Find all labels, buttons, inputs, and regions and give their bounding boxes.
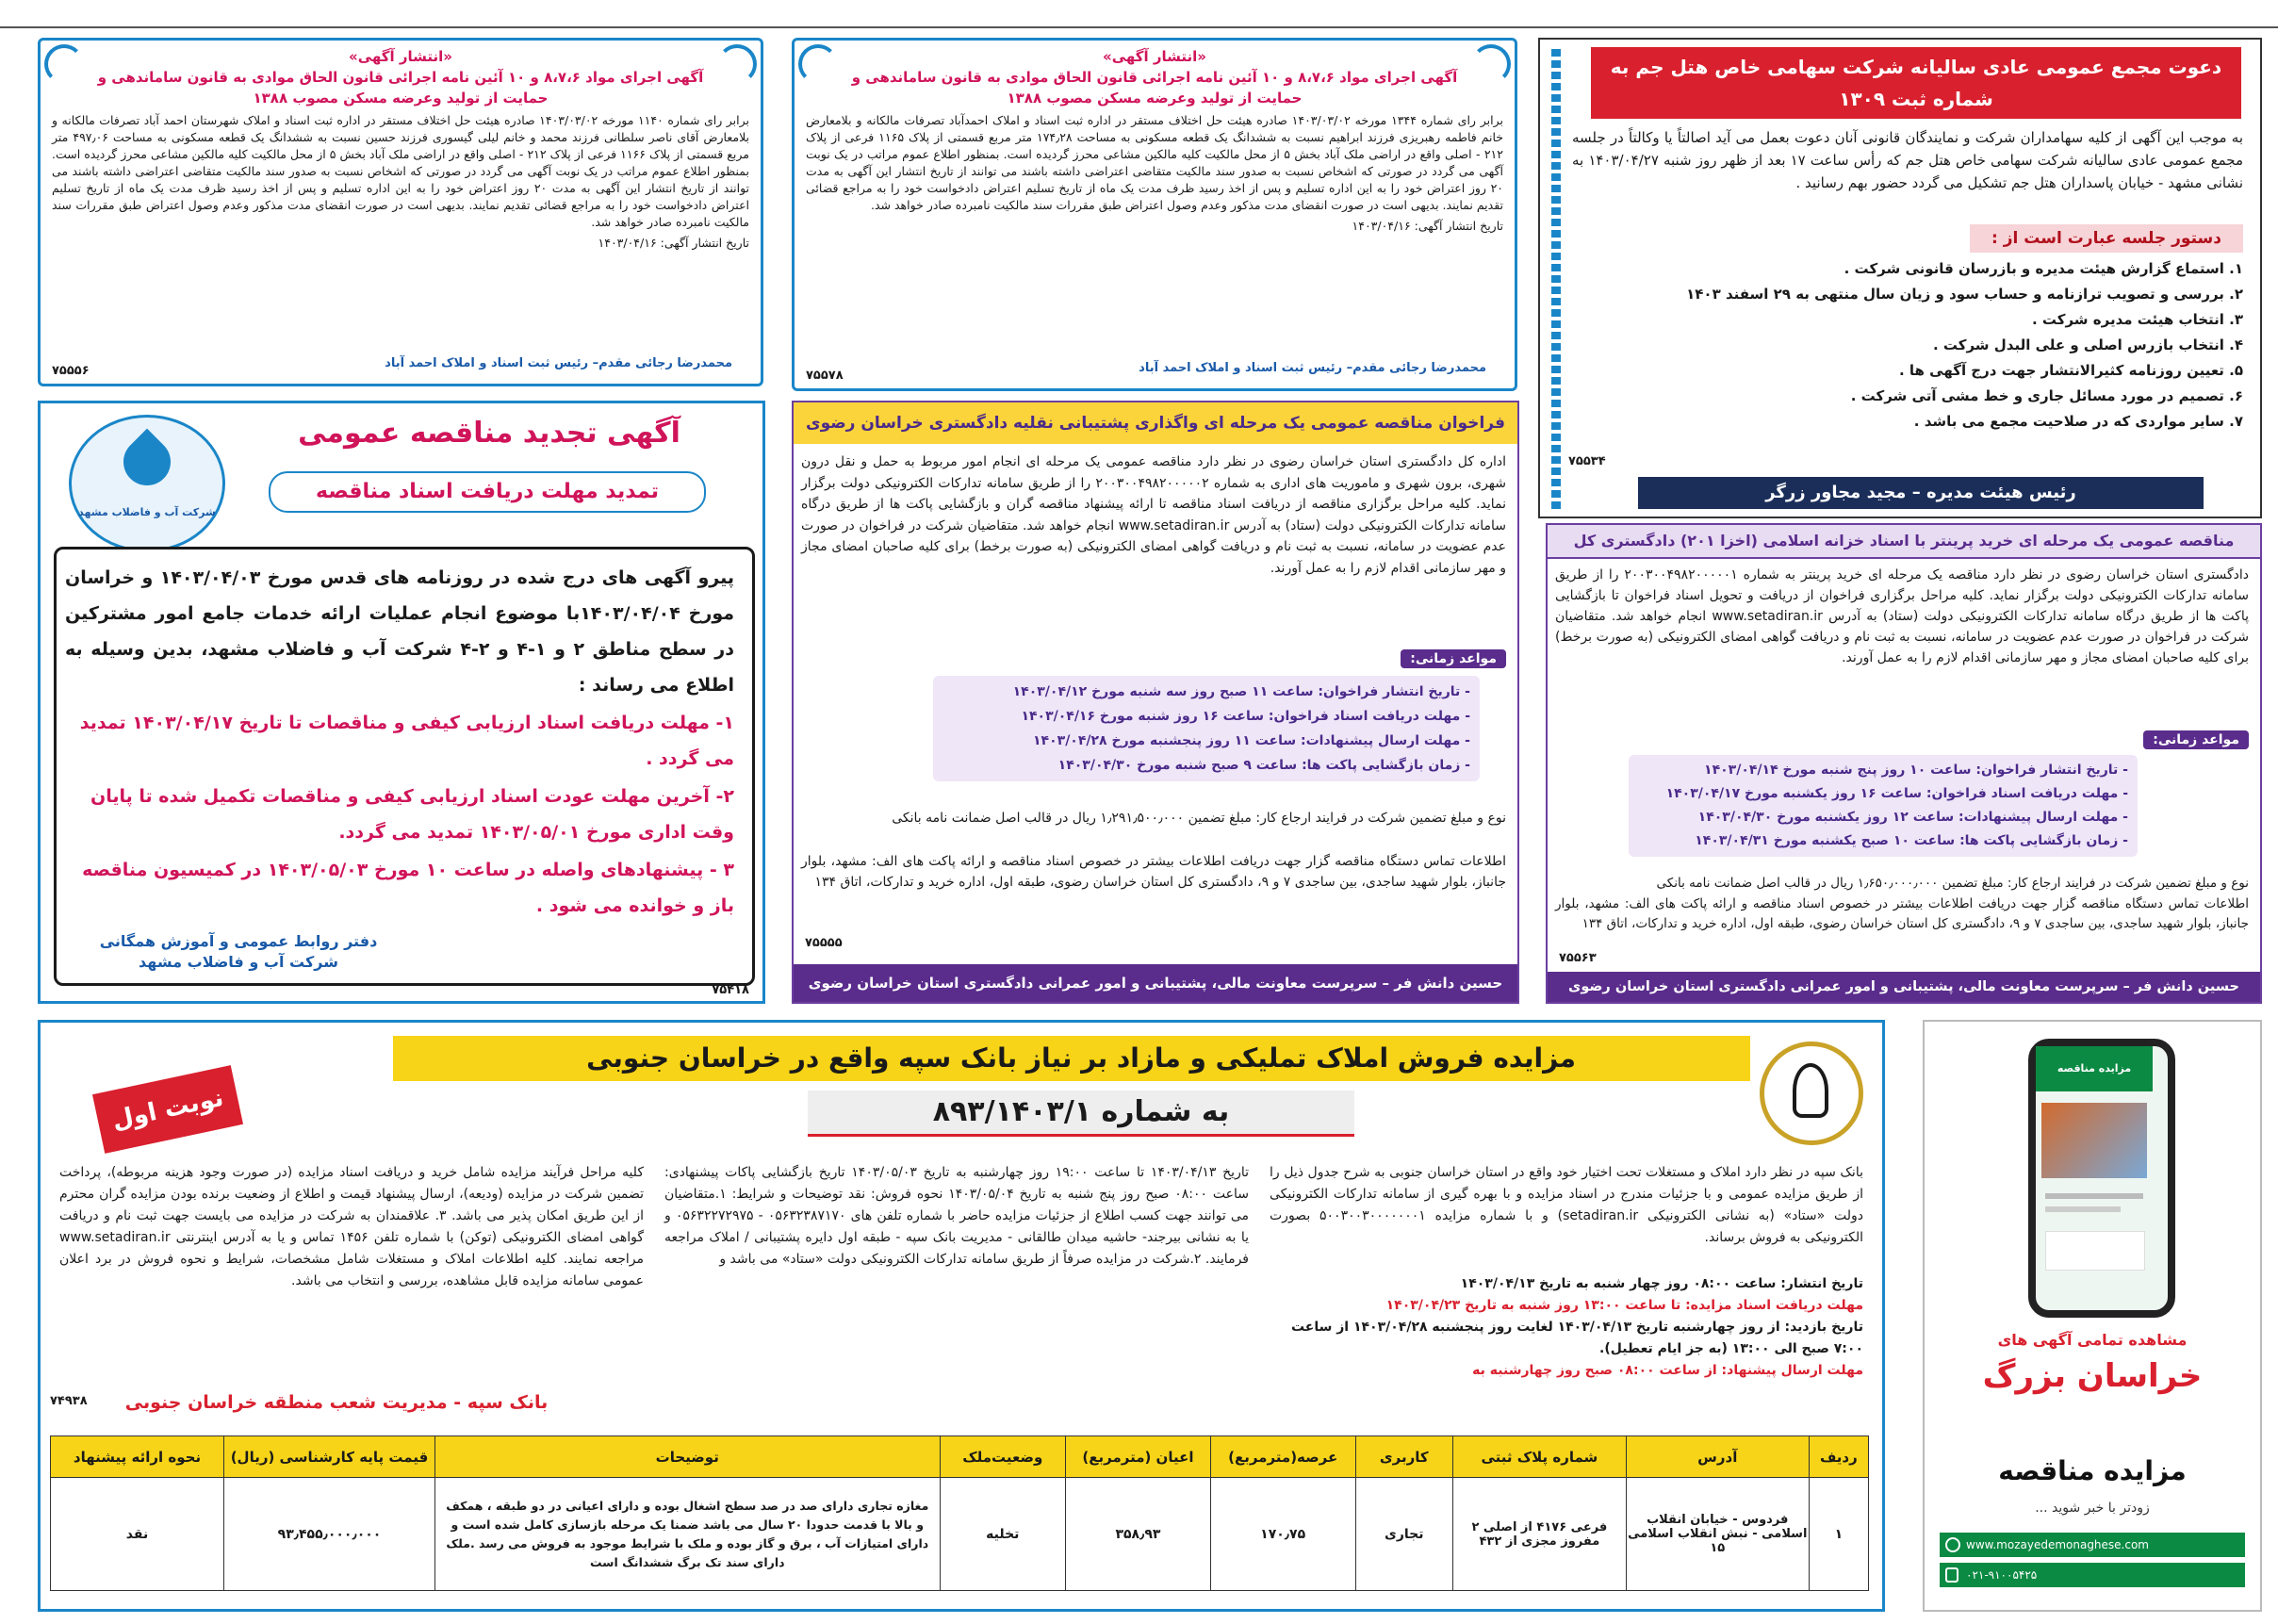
table-cell: ۱ — [1809, 1478, 1868, 1591]
auction-number: به شماره ۸۹۳/۱۴۰۳/۱ — [808, 1091, 1354, 1137]
date-item: تاریخ انتشار: ساعت ۰۸:۰۰ روز چهار شنبه به تاریخ ۱۴۰۳/۰۴/۱۳ — [1460, 1276, 1863, 1291]
signature-line: شرکت آب و فاضلاب مشهد — [139, 953, 338, 971]
water-tender-title: آگهی تجدید مناقصه عمومی — [298, 417, 680, 450]
transport-tender-guarantee: نوع و مبلغ تضمین شرکت در فرایند ارجاع کار: مبلغ تضمین ۱٫۲۹۱٫۵۰۰٫۰۰۰ ریال در قالب اصل ضمانت نامه بانکی — [892, 811, 1506, 826]
ad-code: ۷۵۵۶۳ — [1559, 951, 1597, 965]
bank-sepah-auction — [38, 1020, 1885, 1612]
emblem-icon — [1793, 1063, 1828, 1118]
auction-title: مزایده فروش املاک تملیکی و مازاد بر نیاز بانک سپه واقع در خراسان جنوبی — [586, 1042, 1576, 1074]
auction-procedure: کلیه مراحل فرآیند مزایده شامل خرید و دریافت اسناد مزایده (در صورت وجود هزینه مربوطه)، پرداخت تضمین شرکت در مزایده (ودیعه)، ارسال پیشنهاد قیمت و اطلاع از وضعیت برنده بودن مزایده گران محترم از این طریق امکان پذیر می باشد. ۳. علاقمندان به شرکت در مزایده می بایست جهت ثبت نام و دریافت گواهی امضای الکترونیکی (توکن) با شماره تلفن ۱۴۵۶ تماس و یا به آدرس اینترنتی www.setadiran.ir مراجعه نمایند. کلیه اطلاعات املاک و مستغلات شامل مشخصات، شرایط و نحوه فروش در برد اعلان عمومی سامانه مزایده قابل مشاهده، بررسی و انتخاب می باشد. — [59, 1165, 645, 1288]
ad-code: ۷۴۹۳۸ — [50, 1394, 88, 1408]
date-item: - تاریخ انتشار فراخوان: ساعت ۱۱ صبح روز سه شنبه مورخ ۱۴۰۳/۰۴/۱۲ — [1012, 684, 1470, 699]
transport-tender-body: اداره کل دادگستری استان خراسان رضوی در نظر دارد مناقصه عمومی یک مرحله ای انجام امور مربوط به حمل و نقل درون شهری، برون شهری و ماموریت های اداری به شماره ۲۰۰۳۰۰۴۹۸۲۰۰۰۰۰۲ را از طریق سامانه تدارکات الکترونیکی دولت برگزار نماید. کلیه مراحل برگزاری مناقصه از دریافت اسناد مناقصه تا ارائه پیشنهاد مناقصه گران و بازگشایی پاکت ها از طریق درگاه سامانه تدارکات الکترونیکی دولت (ستاد) به آدرس www.setadiran.ir انجام خواهد شد. متقاضیان شرکت در فراخوان در صورت عدم عضویت در سامانه، نسبت به ثبت نام و دریافت گواهی امضای الکترونیکی (به صورت برخط) برای کلیه صاحبان امضای مجاز و مهر سازمانی اقدام لازم را به عمل آورند. — [801, 454, 1506, 576]
phone-screen-line — [2045, 1206, 2121, 1212]
auction-signature: بانک سپه - مدیریت شعب منطقه خراسان جنوبی — [124, 1392, 549, 1413]
phone-screen-image — [2041, 1103, 2147, 1178]
printer-tender-dates — [1629, 755, 2138, 857]
transport-tender-title: فراخوان مناقصه عمومی یک مرحله ای واگذاری پشتیبانی نقلیه دادگستری خراسان رضوی — [794, 402, 1517, 444]
brand-slogan: زودتر با خبر شوید ... — [2035, 1501, 2150, 1516]
dates-title: مواعد زمانی: — [1401, 649, 1506, 668]
auction-dates — [1270, 1273, 1863, 1382]
invitation-body: به موجب این آگهی از کلیه سهامداران شرکت و نمایندگان قانونی آنان دعوت بعمل می آید اصالتاً یا وکالتاً در جلسه مجمع عمومی عادی سالیانه شرکت سهامی خاص هتل جم که رأس ساعت ۱۷ بعد از ظهر روز شنبه ۱۴۰۳/۰۴/۲۷ به نشانی مشهد - خیابان پاسداران هتل جم تشکیل می گردد حضور بهم رسانید . — [1572, 129, 2243, 191]
notice-body: برابر رای شماره ۱۱۴۰ مورخه ۱۴۰۳/۰۳/۰۲ صادره هیئت حل اختلاف مستقر در اداره ثبت اسناد و املاک شهرستان احمد آباد تصرفات مالکانه و بلامعارض آقای ناصر سلطانی فرزند محمد و خانم لیلی گیسوری فرزند حسین نسبت به ششدانگ یک قطعه مسکونی به مساحت ۴۹۷٫۰۶ متر مربع قسمتی از پلاک ۱۱۶۶ فرعی از پلاک ۲۱۲ - اصلی واقع در اراضی ملک آباد بخش ۵ از محل مالکیت کلیه مالکین مشاعی محرز گردیده است. بمنظور اطلاع عموم مراتب در یک نوبت آگهی می گردد در صورتی که اشخاص نسبت به صدور سند مالکیت متقاضی اعتراضی داشته باشند می توانند از تاریخ انتشار این آگهی به مدت ۲۰ روز اعتراض خود را به این اداره تسلیم و پس از اخذ رسید ظرف مدت یک ماه از تاریخ تسلیم اعتراض دادخواست خود را به مراجع قضائی تقدیم نمایند. بدیهی است در صورت انقضای مدت مذکور وعدم وصول اعتراض طبق مقررات سند مالکیت نامبرده صادر خواهد شد. — [52, 113, 750, 229]
agenda-item: ۷. سایر مواردی که در صلاحیت مجمع می باشد . — [1913, 413, 2243, 430]
ad-code: ۷۵۵۵۶ — [52, 364, 90, 378]
table-cell: فرعی ۴۱۷۶ از اصلی ۲ مفروز مجزی از ۴۳۲ — [1452, 1478, 1626, 1591]
notice-property-2 — [38, 38, 763, 386]
phone-icon — [1945, 1567, 1958, 1583]
table-header-cell: توضیحات — [435, 1436, 940, 1478]
notice-tag: «انتشار آگهی» — [1103, 48, 1206, 65]
promo-caption-1: مشاهده تمامی آگهی های — [1997, 1331, 2188, 1349]
decorative-swirl-icon — [798, 44, 838, 84]
table-cell: تخلیه — [940, 1478, 1066, 1591]
dates-title: مواعد زمانی: — [2143, 730, 2249, 749]
date-item: - تاریخ انتشار فراخوان: ساعت ۱۰ روز پنج شنبه مورخ ۱۴۰۳/۰۴/۱۴ — [1704, 763, 2128, 778]
date-item: - زمان بازگشایی پاکت ها: ساعت ۹ صبح شنبه مورخ ۱۴۰۳/۰۴/۳۰ — [1057, 758, 1470, 773]
notice-title: آگهی اجرای مواد ۸،۷،۶ و ۱۰ آئین نامه اجرائی قانون الحاق موادی به قانون ساماندهی و حمایت از تولید وعرضه مسکن مصوب ۱۳۸۸ — [851, 69, 1458, 107]
ad-code: ۷۵۴۱۸ — [712, 983, 749, 997]
agenda-title: دستور جلسه عبارت است از : — [1970, 224, 2243, 253]
notice-signature: محمدرضا رجائی مقدم– رئیس ثبت اسناد و املاک احمد آباد — [385, 356, 732, 370]
printer-tender-signature: حسین دانش فر – سرپرست معاونت مالی، پشتیبانی و امور عمرانی دادگستری استان خراسان رضوی — [1548, 972, 2260, 1002]
table-header-cell: آدرس — [1626, 1436, 1809, 1478]
date-item: - مهلت ارسال پیشنهادات: ساعت ۱۱ روز پنجشنبه مورخ ۱۴۰۳/۰۴/۲۸ — [1033, 733, 1470, 748]
notice-property-1 — [792, 38, 1517, 391]
agenda-item: ۴. انتخاب بازرس اصلی و علی البدل شرکت . — [1932, 336, 2243, 353]
printer-tender-contact: اطلاعات تماس دستگاه مناقصه گزار جهت دریافت اطلاعات بیشتر در خصوص اسناد مناقصه و ارائه پاکت های الف: مشهد، بلوار جانباز، بلوار شهید ساجدی، بین ساجدی ۷ و ۹، دادگستری کل استان خراسان رضوی، طبقه اول، اداره خرید و تدارکات، اتاق ۱۳۴ — [1555, 896, 2249, 931]
notice-tag: «انتشار آگهی» — [349, 48, 452, 65]
table-cell: ۳۵۸٫۹۳ — [1066, 1478, 1211, 1591]
auction-table — [50, 1435, 1869, 1591]
date-item: - مهلت دریافت اسناد فراخوان: ساعت ۱۶ روز یکشنبه مورخ ۱۴۰۳/۰۴/۱۷ — [1665, 786, 2128, 801]
water-tender-item: ۳ - پیشنهادهای واصله در ساعت ۱۰ مورخ ۱۴۰۳/۰۵/۰۳ در کمیسیون مناقصه باز و خوانده می شود . — [82, 860, 734, 916]
invitation-title: دعوت مجمع عمومی عادی سالیانه شرکت سهامی خاص هتل جم به شماره ثبت ۱۳۰۹ — [1591, 47, 2241, 119]
phone-screen-line — [2045, 1193, 2143, 1199]
date-item: - زمان بازگشایی پاکت ها: ساعت ۱۰ صبح یکشنبه مورخ ۱۴۰۳/۰۴/۳۱ — [1695, 833, 2128, 848]
water-logo — [69, 415, 225, 552]
agenda-list — [1572, 256, 2243, 435]
transport-tender-dates — [933, 676, 1480, 781]
brand-logo: مزایده مناقصه — [1998, 1455, 2187, 1486]
transport-tender-signature: حسین دانش فر – سرپرست معاونت مالی، پشتیبانی و امور عمرانی دادگستری استان خراسان رضوی — [794, 964, 1517, 1002]
hotel-jam-invitation — [1538, 38, 2262, 518]
decorative-border — [1551, 49, 1561, 511]
agenda-item: ۶. تصمیم در مورد مسائل جاری و خط مشی آتی شرکت . — [1850, 387, 2243, 404]
notice-date: تاریخ انتشار آگهی: ۱۴۰۳/۰۴/۱۶ — [1352, 219, 1503, 233]
table-header-cell: اعیان (مترمربع) — [1066, 1436, 1211, 1478]
notice-signature: محمدرضا رجائی مقدم– رئیس ثبت اسناد و املاک احمد آباد — [1139, 361, 1486, 375]
water-logo-text: شرکت آب و فاضلاب مشهد — [78, 506, 216, 518]
promo-panel — [1923, 1020, 2262, 1612]
ad-code: ۷۵۵۵۵ — [805, 936, 843, 950]
water-drop-icon — [114, 429, 181, 496]
round-badge: نوبت اول — [92, 1065, 243, 1154]
printer-tender-guarantee: نوع و مبلغ تضمین شرکت در فرایند ارجاع کار: مبلغ تضمین ۱٫۶۵۰٫۰۰۰٫۰۰۰ ریال در قالب اصل ضمانت نامه بانکی — [1656, 876, 2249, 891]
website-link[interactable]: www.mozayedemonaghese.com — [1966, 1538, 2149, 1551]
date-item: مهلت ارسال پیشنهاد: از ساعت ۰۸:۰۰ صبح روز چهارشنبه به — [1472, 1363, 1863, 1378]
table-header-cell: ردیف — [1809, 1436, 1868, 1478]
auction-conditions: تاریخ ۱۴۰۳/۰۴/۱۳ تا ساعت ۱۹:۰۰ روز چهارشنبه به تاریخ ۱۴۰۳/۰۵/۰۳ تاریخ بازگشایی پاکات پیشنهادی: ساعت ۰۸:۰۰ صبح روز پنج شنبه به تاریخ ۱۴۰۳/۰۵/۰۴ نحوه فروش: نقد توضیحات و شرایط: ۱.متقاضیان می توانند جهت کسب اطلاع از جزئیات مزایده حاضر با شماره تلفن های ۰۵۶۳۲۳۸۷۱۷۰ - ۰۵۶۳۲۲۷۲۹۷۵ و یا به نشانی بیرجند- حاشیه میدان طالقانی - مدیریت بانک سپه - طبقه اول دایره پشتیبانی / املاک مراجعه فرمایند. ۲.شرکت در مزایده صرفاً از طریق سامانه تدارکات الکترونیکی دولت «ستاد» می باشد و — [664, 1165, 1250, 1267]
table-row — [51, 1478, 1869, 1591]
table-cell: نقد — [51, 1478, 224, 1591]
printer-tender — [1546, 523, 2262, 1004]
agenda-item: ۲. بررسی و تصویب ترازنامه و حساب سود و زیان سال منتهی به ۲۹ اسفند ۱۴۰۳ — [1686, 286, 2243, 303]
agenda-item: ۵. تعیین روزنامه کثیرالانتشار جهت درج آگهی ها . — [1898, 362, 2243, 379]
decorative-swirl-icon — [717, 44, 757, 84]
bank-emblem — [1760, 1042, 1863, 1145]
water-tender-subtitle: تمدید مهلت دریافت اسناد مناقصه — [269, 471, 706, 513]
water-tender — [38, 401, 765, 1004]
agenda-item: ۱. استماع گزارش هیئت مدیره و بازرسان قانونی شرکت . — [1844, 260, 2243, 277]
transport-tender-contact: اطلاعات تماس دستگاه مناقصه گزار جهت دریافت اطلاعات بیشتر در خصوص اسناد مناقصه و ارائه پاکت های الف: مشهد، بلوار جانباز، بلوار شهید ساجدی، بین ساجدی ۷ و ۹، دادگستری کل استان خراسان رضوی، طبقه اول، اداره خرید و تدارکات، اتاق ۱۳۴ — [801, 854, 1506, 890]
promo-caption-2: خراسان بزرگ — [1982, 1357, 2203, 1395]
date-item: تاریخ بازدید: از روز چهارشنبه تاریخ ۱۴۰۳/۰۴/۱۳ لغایت روز پنجشنبه ۱۴۰۳/۰۴/۲۸ از ساعت ۷:۰۰ صبح الی ۱۳:۰۰ (به جز ایام تعطیل). — [1290, 1320, 1863, 1356]
table-header-cell: نحوه ارائه پیشنهاد — [51, 1436, 224, 1478]
phone-mockup — [2028, 1039, 2175, 1318]
transport-tender — [792, 401, 1519, 1004]
table-cell: تجاری — [1355, 1478, 1452, 1591]
notice-body: برابر رای شماره ۱۳۴۴ مورخه ۱۴۰۳/۰۳/۰۲ صادره هیئت حل اختلاف مستقر در اداره ثبت اسناد و املاک احمدآباد تصرفات مالکانه و بلامعارض خانم فاطمه رهبریزی فرزند ابراهیم نسبت به ششدانگ یک قطعه مسکونی به مساحت ۱۷۴٫۲۸ متر مربع قسمتی از پلاک ۱۱۶۵ فرعی از پلاک ۲۱۲ - اصلی واقع در اراضی ملک آباد بخش ۵ از محل مالکیت کلیه مالکین مشاعی محرز گردیده است. بمنظور اطلاع عموم مراتب در یک نوبت آگهی می گردد در صورتی که اشخاص نسبت به صدور سند مالکیت متقاضی اعتراضی داشته باشند می توانند از تاریخ انتشار این آگهی به مدت ۲۰ روز اعتراض خود را به این اداره تسلیم و پس از اخذ رسید ظرف مدت یک ماه از تاریخ تسلیم اعتراض دادخواست خود را به مراجع قضائی تقدیم نمایند. بدیهی است در صورت انقضای مدت مذکور وعدم وصول اعتراض طبق مقررات سند مالکیت نامبرده صادر خواهد شد. — [806, 113, 1504, 212]
table-header-row — [51, 1436, 1869, 1478]
table-header-cell: عرصه(مترمربع) — [1210, 1436, 1355, 1478]
ad-code: ۷۵۵۳۴ — [1568, 454, 1606, 468]
printer-tender-body: دادگستری استان خراسان رضوی در نظر دارد مناقصه یک مرحله ای خرید پرینتر به شماره ۲۰۰۳۰۰۴۹۸۲۰۰۰۰۰۱ را از طریق سامانه تدارکات الکترونیکی دولت برگزار نماید. کلیه مراحل برگزاری فراخوان از دریافت و تحویل اسناد فراخوان تا بازگشایی پاکت ها از طریق درگاه سامانه تدارکات الکترونیکی دولت (ستاد) به آدرس www.setadiran.ir انجام خواهد شد. متقاضیان شرکت در فراخوان در صورت عدم عضویت در سامانه، نسبت به ثبت نام و دریافت گواهی امضای الکترونیکی (به صورت برخط) برای کلیه صاحبان امضای مجاز و مهر سازمانی اقدام لازم را به عمل آورند. — [1555, 567, 2249, 665]
page-top-rule — [0, 26, 2278, 28]
water-tender-signature — [97, 931, 380, 973]
table-cell: مغازه تجاری دارای صد در صد سطح اشغال بوده و دارای اعیانی در دو طبقه ، همکف و بالا با قدمت حدودا ۲۰ سال می باشد ضمنا یک مرحله بازسازی کامل شده است و دارای امتیازات آب ، برق و گاز بوده و ملک با شرایط موجود به فروش می رسد .ملک دارای سند تک برگ ششدانگ است — [435, 1478, 940, 1591]
notice-title: آگهی اجرای مواد ۸،۷،۶ و ۱۰ آئین نامه اجرائی قانون الحاق موادی به قانون ساماندهی و حمایت از تولید وعرضه مسکن مصوب ۱۳۸۸ — [97, 69, 704, 107]
table-header-cell: کاربری — [1355, 1436, 1452, 1478]
agenda-item: ۳. انتخاب هیئت مدیره شرکت . — [2031, 311, 2243, 328]
phone-number[interactable]: ۰۲۱-۹۱۰۰۵۴۲۵ — [1966, 1568, 2038, 1582]
decorative-swirl-icon — [1471, 44, 1511, 84]
table-cell: فردوس - خیابان انقلاب اسلامی - نبش انقلاب اسلامی ۱۵ — [1626, 1478, 1809, 1591]
table-cell: ۱۷۰٫۷۵ — [1210, 1478, 1355, 1591]
phone-row[interactable] — [1940, 1563, 2245, 1587]
notice-date: تاریخ انتشار آگهی: ۱۴۰۳/۰۴/۱۶ — [598, 236, 749, 250]
ad-code: ۷۵۵۷۸ — [806, 369, 844, 383]
website-row[interactable] — [1940, 1533, 2245, 1557]
water-tender-intro: پیرو آگهی های درج شده در روزنامه های قدس مورخ ۱۴۰۳/۰۴/۰۳ و خراسان مورخ ۱۴۰۳/۰۴/۰۴با موضوع انجام عملیات ارائه خدمات جامع امور مشترکین در سطح مناطق ۲ و ۱-۴ و ۲-۴ شرکت آب و فاضلاب مشهد، بدین وسیله به اطلاع می رساند : — [65, 567, 734, 696]
date-item: - مهلت دریافت اسناد فراخوان: ساعت ۱۶ روز شنبه مورخ ۱۴۰۳/۰۴/۱۶ — [1021, 709, 1470, 724]
table-header-cell: شماره پلاک ثبتی — [1452, 1436, 1626, 1478]
water-tender-item: ۱- مهلت دریافت اسناد ارزیابی کیفی و مناقصات تا تاریخ ۱۴۰۳/۰۴/۱۷ تمدید می گردد . — [79, 713, 734, 769]
table-header-cell: وضعیت‌ملک — [940, 1436, 1066, 1478]
invitation-signature: رئیس هیئت مدیره – مجید مجاور زرگر — [1638, 477, 2204, 509]
table-cell: ۹۳٫۴۵۵٫۰۰۰٫۰۰۰ — [223, 1478, 434, 1591]
date-item: مهلت دریافت اسناد مزایده: تا ساعت ۱۳:۰۰ روز شنبه به تاریخ ۱۴۰۳/۰۴/۲۳ — [1385, 1298, 1863, 1313]
phone-screen-header: مزایده مناقصه — [2036, 1046, 2153, 1091]
water-tender-item: ۲- آخرین مهلت عودت اسناد ارزیابی کیفی و مناقصات تکمیل شده تا پایان وقت اداری مورخ ۱۴۰۳/۰۵/۰۱ تمدید می گردد. — [90, 786, 734, 843]
date-item: - مهلت ارسال پیشنهادات: ساعت ۱۲ روز یکشنبه مورخ ۱۴۰۳/۰۴/۳۰ — [1697, 810, 2128, 825]
printer-tender-title: مناقصه عمومی یک مرحله ای خرید پرینتر با اسناد خزانه اسلامی (اخزا ۲۰۱) دادگستری کل — [1548, 525, 2260, 559]
globe-icon — [1945, 1537, 1960, 1552]
phone-screen-card — [2045, 1231, 2145, 1271]
auction-intro: بانک سپه در نظر دارد املاک و مستغلات تحت اختیار خود واقع در استان خراسان جنوبی به شرح جدول ذیل را از طریق مزایده عمومی و با جزئیات مندرج در اسناد مزایده و با بهره گیری از سامانه تدارکات الکترونیکی دولت «ستاد» (به نشانی الکترونیکی setadiran.ir) و با شماره مزایده ۵۰۰۳۰۰۳۰۰۰۰۰۰۰۱ بصورت الکترونیکی به فروش برساند. — [1270, 1165, 1863, 1245]
decorative-swirl-icon — [44, 44, 84, 84]
signature-line: دفتر روابط عمومی و آموزش همگانی — [99, 932, 378, 950]
table-header-cell: قیمت پایه کارشناسی (ریال) — [223, 1436, 434, 1478]
